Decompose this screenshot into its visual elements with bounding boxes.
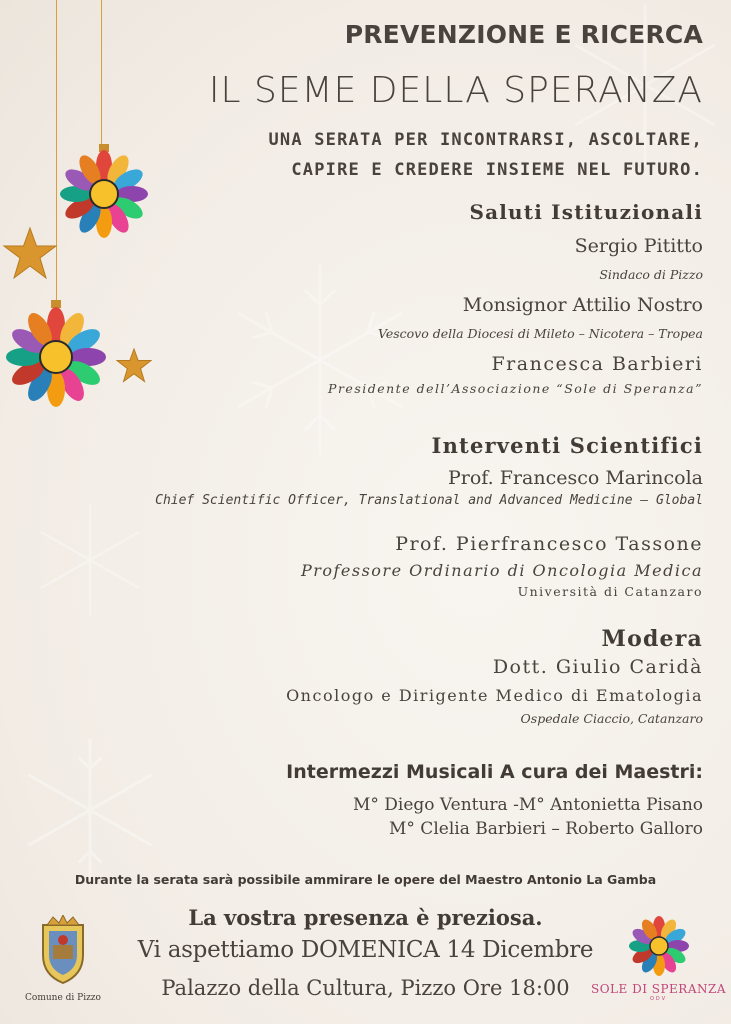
intro-line-2: CAPIRE E CREDERE INSIEME NEL FUTURO. [291, 160, 703, 180]
speaker-name: Sergio Pititto [574, 235, 703, 257]
presence-line: La vostra presenza è preziosa. [188, 905, 543, 930]
music-heading: Intermezzi Musicali A cura dei Maestri: [286, 761, 703, 783]
christmas-ornament-icon [6, 300, 106, 415]
speaker-affiliation: Università di Catanzaro [517, 584, 703, 599]
comune-logo [18, 915, 108, 1003]
snowflake-icon [30, 500, 150, 620]
intro-line-1: UNA SERATA PER INCONTRARSI, ASCOLTARE, [268, 130, 703, 150]
speaker-name: Monsignor Attilio Nostro [462, 294, 703, 316]
speaker-role: Professore Ordinario di Oncologia Medica [300, 561, 703, 580]
interventi-heading: Interventi Scientifici [431, 433, 703, 458]
event-title: IL SEME DELLA SPERANZA [208, 70, 703, 111]
musicians-line-1: M° Diego Ventura -M° Antonietta Pisano [352, 795, 703, 815]
speaker-role: Vescovo della Diocesi di Mileto – Nicotera – Tropea [377, 326, 703, 341]
speaker-role: Presidente dell’Associazione “Sole di Speranza” [328, 381, 703, 396]
speaker-name: Prof. Pierfrancesco Tassone [395, 533, 703, 555]
snowflake-icon [220, 260, 420, 460]
speaker-name: Francesca Barbieri [491, 353, 703, 375]
musicians-line-2: M° Clelia Barbieri – Roberto Galloro [389, 819, 703, 839]
moderator-role: Oncologo e Dirigente Medico di Ematologia [286, 686, 703, 705]
moderator-affiliation: Ospedale Ciaccio, Catanzaro [520, 711, 703, 726]
date-line: Vi aspettiamo DOMENICA 14 Dicembre [137, 937, 594, 963]
comune-caption: Comune di Pizzo [25, 993, 101, 1003]
snowflake-icon [15, 735, 165, 885]
logo-tagline: ODV [649, 996, 668, 1002]
christmas-ornament-icon [60, 144, 148, 244]
modera-heading: Modera [601, 626, 703, 652]
exhibition-note: Durante la serata sarà possibile ammirare le opere del Maestro Antonio La Gamba [74, 872, 657, 887]
sole-di-speranza-logo [586, 915, 731, 1002]
moderator-name: Dott. Giulio Caridà [492, 656, 703, 678]
sun-flower-logo-icon [628, 915, 690, 977]
logo-wordmark: SOLE DI SPERANZA [590, 982, 727, 996]
speaker-name: Prof. Francesco Marincola [448, 467, 703, 489]
event-category-title: PREVENZIONE E RICERCA [344, 20, 703, 49]
speaker-role: Sindaco di Pizzo [599, 267, 703, 282]
star-icon [116, 348, 152, 384]
star-icon [2, 226, 58, 282]
saluti-heading: Saluti Istituzionali [469, 200, 703, 224]
speaker-role: Chief Scientific Officer, Translational and Advanced Medicine – Global [155, 493, 703, 508]
venue-line: Palazzo della Cultura, Pizzo Ore 18:00 [161, 976, 570, 1000]
coat-of-arms-icon [37, 915, 89, 985]
